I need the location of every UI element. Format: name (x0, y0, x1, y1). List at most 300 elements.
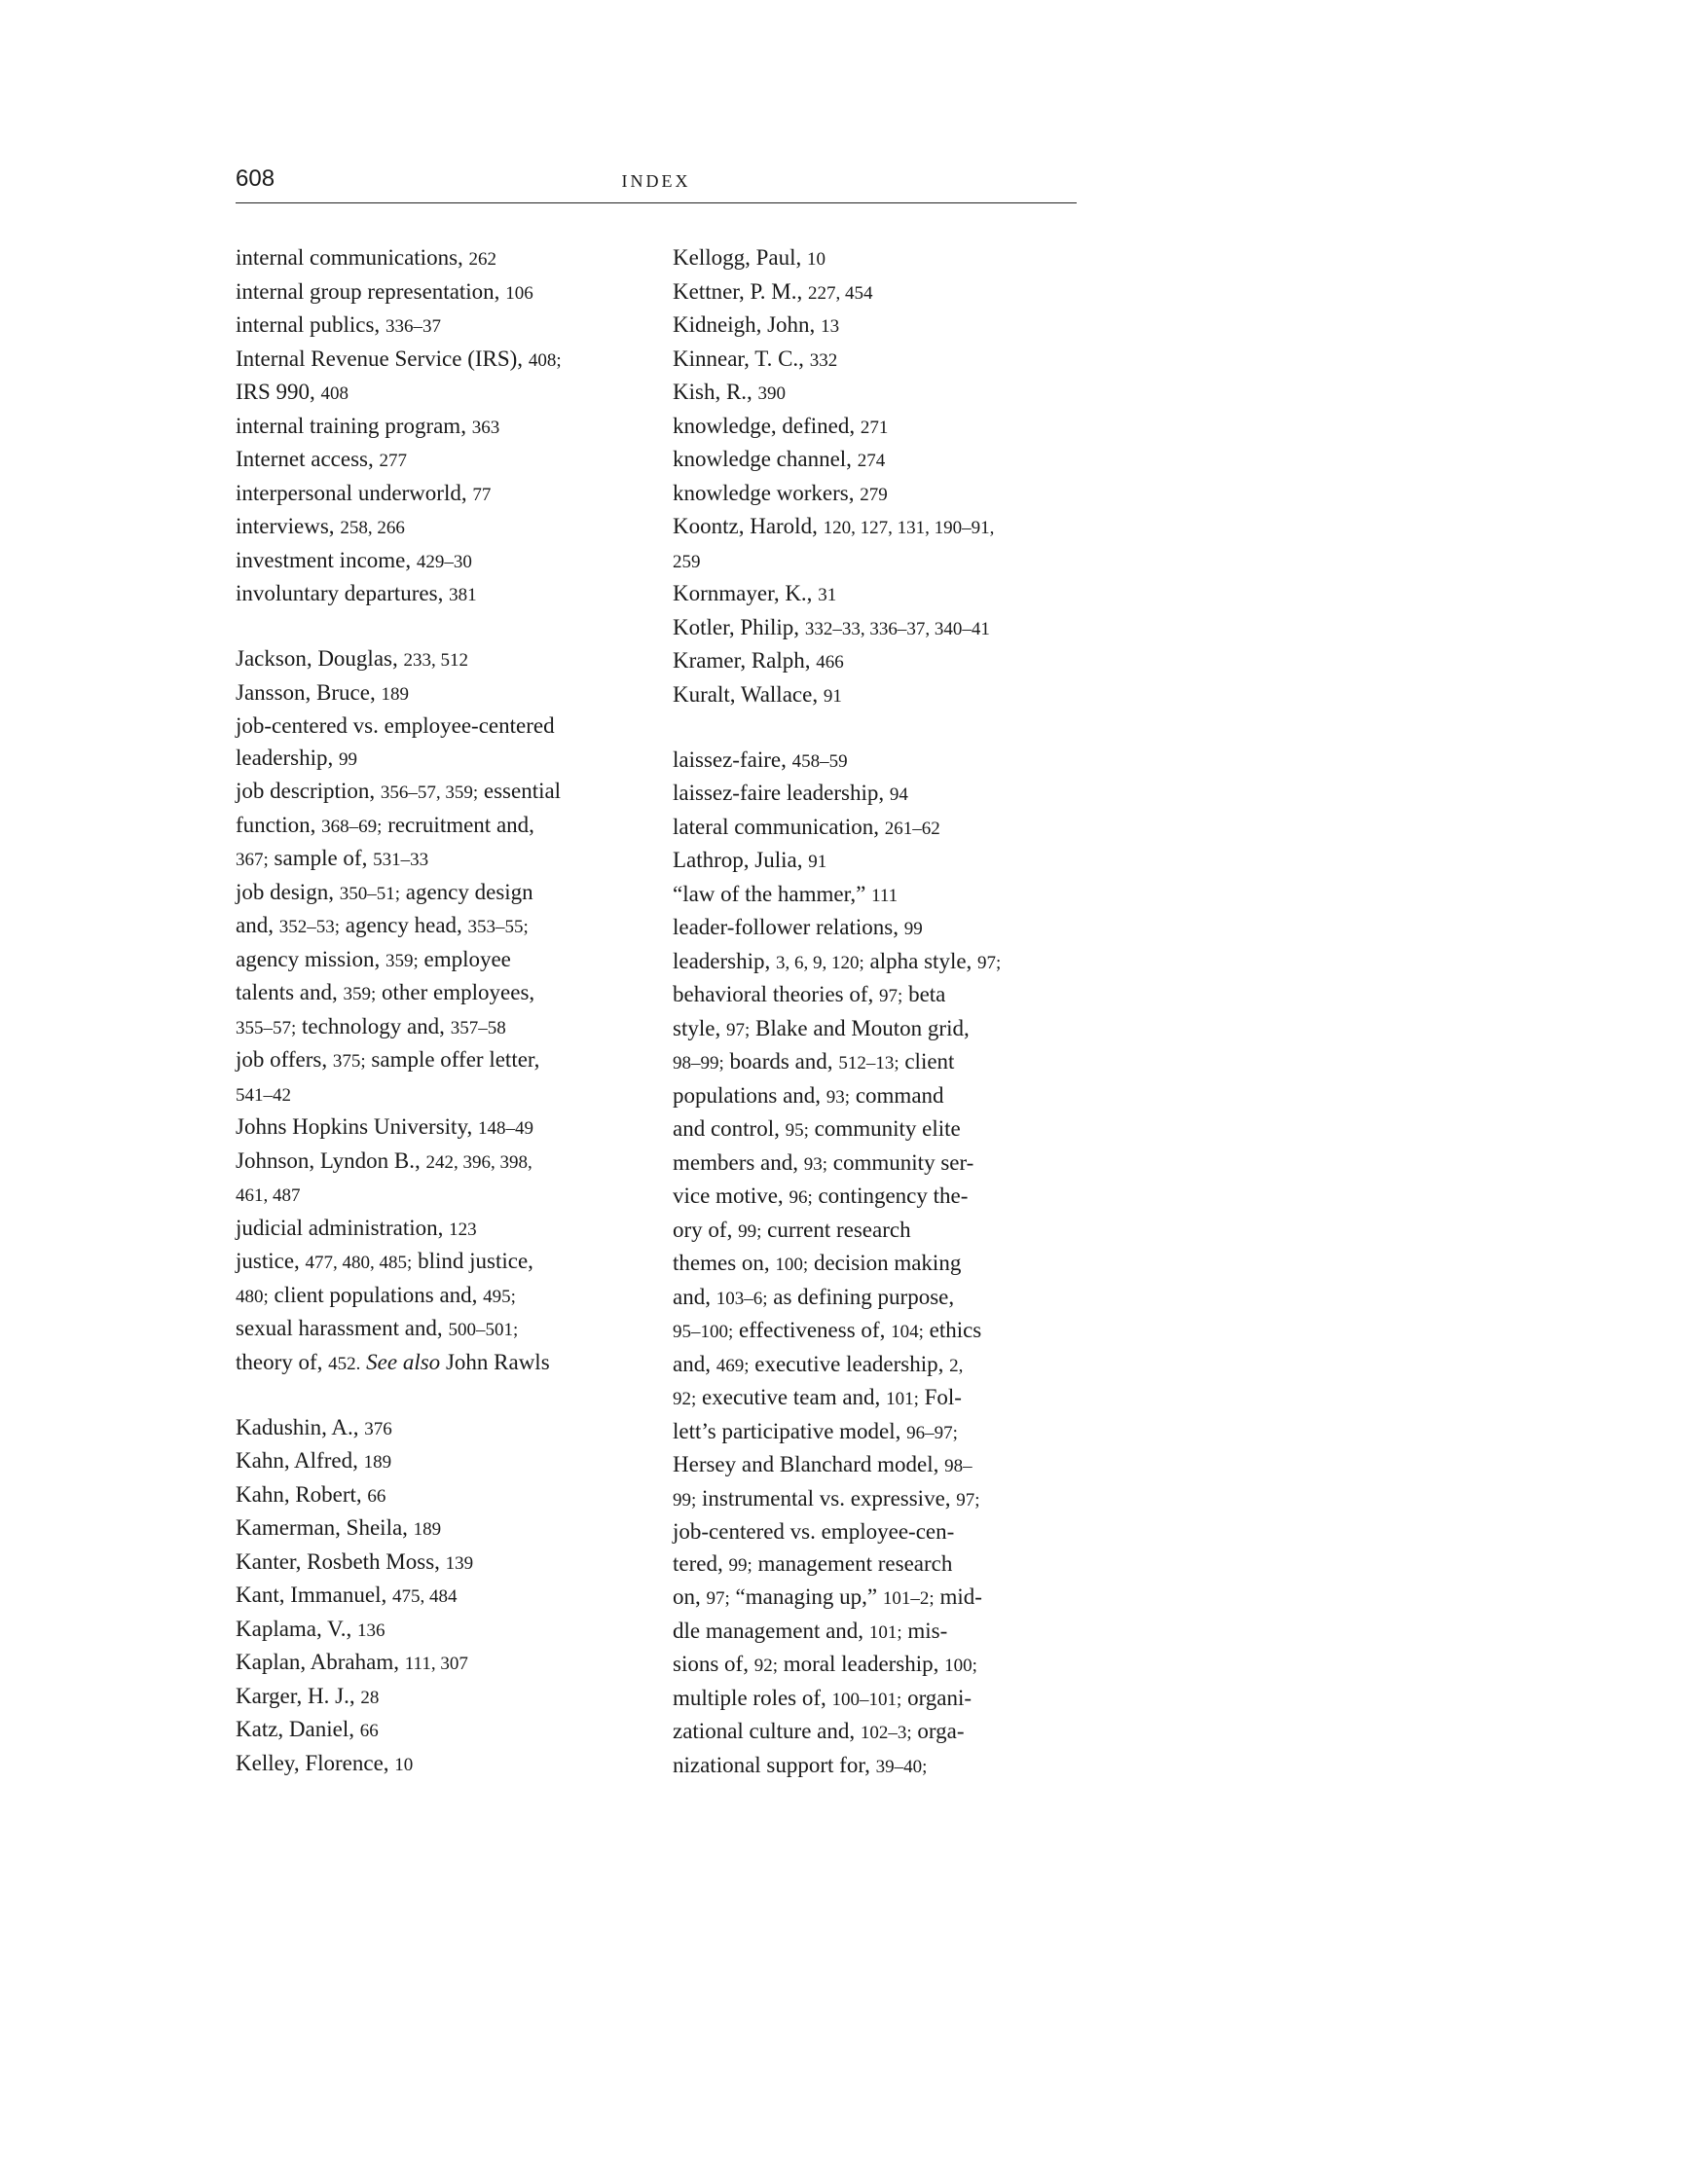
page-refs: 355–57; (236, 1017, 297, 1038)
index-subentry-line (673, 1349, 1101, 1383)
index-entry (236, 677, 664, 711)
page-refs: 541–42 (236, 1084, 291, 1106)
index-entry (236, 478, 664, 512)
index-entry (236, 1111, 664, 1146)
index-entry (236, 1748, 664, 1782)
entry-text: dle management and, (673, 1618, 869, 1643)
page-refs: 100; (775, 1255, 809, 1275)
page-refs: 95–100; (673, 1322, 734, 1342)
page-refs: 2, (949, 1355, 964, 1376)
page-refs: 97; (879, 986, 903, 1006)
page-refs: 102–3; (860, 1723, 912, 1743)
index-subentry-line (673, 1080, 1101, 1114)
page-refs: 363 (471, 417, 500, 438)
page-refs: 261–62 (884, 818, 940, 839)
page-refs: 477, 480, 485; (305, 1253, 413, 1273)
index-subentry-line (673, 1147, 1101, 1182)
entry-term: internal publics, (236, 312, 385, 337)
entry-text: orga- (911, 1719, 965, 1743)
page-refs: 356–57, 359; (380, 783, 479, 803)
entry-term: laissez-faire, (673, 746, 792, 772)
page-refs: 495; (483, 1286, 516, 1307)
entry-text: effectiveness of, (733, 1318, 892, 1342)
page-refs: 28 (360, 1687, 380, 1708)
page-refs: 258, 266 (340, 518, 405, 538)
index-entry (673, 679, 1101, 713)
entry-term: investment income, (236, 547, 417, 572)
page-refs: 97; (956, 1489, 980, 1511)
index-subentry-line (673, 1113, 1101, 1147)
page-refs: 97; (977, 952, 1002, 973)
index-subentry-line (236, 1313, 664, 1347)
entry-text: populations and, (673, 1082, 826, 1108)
index-subentry-line (673, 1215, 1101, 1249)
entry-text: command (850, 1082, 944, 1108)
index-entry (236, 643, 664, 677)
page-refs: 332 (809, 349, 838, 371)
index-subentry-line (673, 1013, 1101, 1047)
page-refs: 390 (757, 383, 787, 404)
page-refs: 91 (823, 685, 842, 707)
entry-term: job-centered vs. employee-centered (236, 713, 555, 738)
entry-term: job description, (236, 779, 381, 803)
entry-text: and, (673, 1284, 716, 1309)
page-refs: 93; (803, 1153, 828, 1175)
page-refs: 357–58 (450, 1017, 506, 1038)
letter-group-spacer (236, 612, 664, 644)
entry-text: IRS 990, (236, 380, 321, 404)
entry-term: “law of the hammer,” (673, 881, 872, 906)
page-refs: 242, 396, 398, (425, 1151, 532, 1173)
entry-text: ethics (923, 1318, 982, 1342)
entry-term: knowledge channel, (673, 447, 858, 471)
page-refs: 279 (860, 484, 888, 505)
index-subentry-line (236, 377, 664, 411)
index-subentry-line (673, 1382, 1101, 1416)
entry-term: Kahn, Robert, (236, 1481, 368, 1507)
entry-text: mid- (934, 1584, 982, 1609)
index-subentry-line (673, 1516, 1101, 1548)
index-subentry-line (236, 810, 664, 844)
page-refs: 94 (889, 784, 908, 805)
index-entry (673, 645, 1101, 679)
index-entry (236, 242, 664, 276)
page-refs: 136 (357, 1620, 385, 1641)
page-refs: 120, 127, 131, 190–91, (823, 518, 995, 538)
entry-text: tered, (673, 1550, 729, 1576)
page-refs: 98–99; (673, 1053, 724, 1074)
entry-term: Kinnear, T. C., (673, 346, 810, 371)
index-entry (236, 1512, 664, 1547)
entry-text: community elite (808, 1116, 961, 1141)
page-refs: 359; (385, 950, 419, 971)
page-refs: 458–59 (791, 750, 848, 772)
page-refs: 10 (394, 1754, 414, 1775)
page-refs: 95; (785, 1120, 809, 1141)
entry-term: Kaplan, Abraham, (236, 1650, 405, 1674)
entry-term: Kaplama, V., (236, 1616, 357, 1641)
page-refs: 376 (364, 1418, 392, 1439)
entry-text: employee (418, 946, 511, 971)
index-entry (673, 309, 1101, 344)
page-refs: 99; (728, 1554, 752, 1576)
page-refs: 111, 307 (404, 1654, 468, 1674)
entry-term: Kornmayer, K., (673, 581, 819, 605)
entry-text: vice motive, (673, 1183, 789, 1208)
entry-term: involuntary departures, (236, 581, 450, 605)
page-refs: 480; (236, 1286, 269, 1307)
page-refs: 277 (379, 451, 408, 471)
page-refs: 461, 487 (236, 1185, 301, 1206)
index-entry (236, 1547, 664, 1581)
index-subentry-line (673, 1315, 1101, 1349)
entry-text: client populations and, (268, 1282, 484, 1307)
page-refs: 466 (816, 652, 844, 673)
page-refs: 66 (359, 1721, 379, 1741)
index-entry (236, 578, 664, 612)
entry-text: sions of, (673, 1652, 754, 1676)
index-entry (673, 444, 1101, 478)
page-refs: 475, 484 (391, 1586, 458, 1607)
page-refs: 262 (468, 249, 497, 270)
index-subentry-line (673, 1449, 1101, 1483)
letter-group-spacer (236, 1380, 664, 1412)
page-refs: 103–6; (716, 1288, 768, 1309)
page-refs: 429–30 (416, 551, 472, 572)
entry-text: Blake and Mouton grid, (750, 1015, 970, 1040)
page-refs: 148–49 (477, 1118, 533, 1139)
index-entry (673, 879, 1101, 913)
entry-term: leader-follower relations, (673, 915, 904, 939)
index-entry (673, 912, 1101, 946)
entry-text: theory of, (236, 1349, 329, 1374)
entry-text: executive leadership, (749, 1351, 950, 1376)
entry-term: Kuralt, Wallace, (673, 681, 824, 707)
entry-text: function, (236, 812, 322, 837)
entry-term: job design, (236, 879, 340, 904)
index-entry (236, 1714, 664, 1748)
entry-term: Kamerman, Sheila, (236, 1515, 414, 1540)
entry-text: organi- (901, 1685, 972, 1710)
entry-text: mis- (901, 1618, 948, 1643)
index-entry (236, 1479, 664, 1513)
index-entry (673, 745, 1101, 779)
page-number: 608 (236, 165, 275, 192)
entry-text: technology and, (296, 1013, 451, 1038)
entry-text: agency head, (340, 913, 468, 937)
page-refs: 106 (505, 282, 533, 304)
index-entry (236, 444, 664, 478)
page-refs: 189 (363, 1452, 392, 1473)
index-subentry-line (236, 743, 664, 777)
running-head: INDEX (621, 171, 691, 191)
entry-text: on, (673, 1584, 707, 1609)
entry-term: lateral communication, (673, 814, 885, 839)
entry-text: members and, (673, 1149, 804, 1175)
entry-text: and control, (673, 1116, 786, 1141)
page-refs: 274 (857, 451, 886, 471)
entry-text: Fol- (918, 1385, 962, 1409)
page-refs: 97; (725, 1019, 751, 1040)
entry-text: agency design (399, 879, 533, 904)
entry-text: contingency the- (812, 1183, 969, 1208)
letter-group-spacer (673, 712, 1101, 745)
index-subentry-line (236, 1280, 664, 1314)
index-subentry-line (236, 1179, 664, 1213)
index-subentry-line (673, 979, 1101, 1013)
page-refs: 500–501; (448, 1320, 519, 1340)
index-entry (236, 1445, 664, 1479)
index-entry (236, 1412, 664, 1446)
index-subentry-line (673, 1181, 1101, 1215)
page-refs: 92; (753, 1656, 778, 1676)
entry-term: leadership, (673, 948, 777, 973)
index-subentry-line (673, 1548, 1101, 1583)
page-refs: 77 (472, 484, 492, 505)
index-subentry-line (673, 1750, 1101, 1784)
page-refs: 452. (328, 1353, 361, 1374)
index-entry (236, 1213, 664, 1247)
page-refs: 91 (808, 852, 827, 872)
entry-text: current research (761, 1217, 911, 1242)
entry-term: interpersonal underworld, (236, 480, 473, 505)
page-refs: 3, 6, 9, 120; (776, 952, 864, 973)
page-refs: 408 (320, 383, 349, 404)
entry-term: Katz, Daniel, (236, 1717, 360, 1741)
entry-text: agency mission, (236, 946, 385, 971)
see-also-label: See also (360, 1349, 441, 1374)
entry-term: Johns Hopkins University, (236, 1114, 478, 1139)
index-subentry-line (236, 910, 664, 944)
entry-text: beta (902, 982, 946, 1006)
entry-term: knowledge, defined, (673, 413, 861, 438)
page-refs: 66 (367, 1485, 386, 1507)
page-refs: 233, 512 (403, 650, 468, 671)
index-entry (236, 1044, 664, 1078)
entry-text: as defining purpose, (767, 1284, 955, 1309)
entry-term: Kotler, Philip, (673, 614, 805, 639)
page-refs: 100–101; (831, 1689, 902, 1710)
index-entry (236, 1246, 664, 1280)
index-column-right (673, 242, 1101, 1783)
entry-text: sample offer letter, (365, 1047, 540, 1072)
page-refs: 104; (891, 1322, 924, 1342)
index-entry (673, 242, 1101, 276)
entry-text: job-centered vs. employee-cen- (673, 1519, 955, 1544)
entry-term: Internal Revenue Service (IRS), (236, 346, 529, 371)
index-entry (236, 776, 664, 810)
index-entry (673, 946, 1101, 980)
index-subentry-line (673, 1248, 1101, 1282)
index-entry (236, 344, 664, 378)
entry-term: judicial administration, (236, 1215, 450, 1240)
index-entry (236, 1681, 664, 1715)
index-entry (673, 411, 1101, 445)
page-refs: 381 (449, 585, 477, 605)
page-refs: 13 (821, 316, 840, 337)
page-refs: 227, 454 (808, 282, 873, 304)
page-refs: 408; (528, 349, 562, 371)
entry-term: internal group representation, (236, 278, 506, 304)
entry-term: Kanter, Rosbeth Moss, (236, 1548, 446, 1574)
entry-term: Internet access, (236, 447, 380, 471)
entry-text: behavioral theories of, (673, 982, 880, 1006)
index-subentry-line (673, 1416, 1101, 1450)
entry-text: management research (752, 1550, 953, 1576)
index-subentry-line (236, 1347, 664, 1381)
entry-text: sample of, (268, 846, 374, 870)
entry-text: themes on, (673, 1251, 776, 1275)
index-entry (236, 1580, 664, 1614)
entry-text: essential (478, 779, 562, 803)
entry-term: Jansson, Bruce, (236, 679, 382, 705)
page-refs: 352–53; (278, 917, 340, 937)
entry-term: Koontz, Harold, (673, 514, 824, 538)
page-refs: 39–40; (875, 1756, 928, 1777)
entry-term: laissez-faire leadership, (673, 781, 890, 805)
page-refs: 99 (903, 919, 923, 939)
index-entry (236, 309, 664, 344)
entry-text: nizational support for, (673, 1752, 876, 1777)
page-refs: 271 (860, 417, 889, 438)
page-refs: 96; (789, 1187, 813, 1208)
page-refs: 512–13; (838, 1053, 899, 1074)
index-entry (236, 1146, 664, 1180)
page-refs: 98– (944, 1456, 972, 1476)
entry-term: Johnson, Lyndon B., (236, 1147, 426, 1173)
page-refs: 123 (449, 1219, 477, 1240)
page-refs: 367; (236, 850, 269, 870)
index-entry (673, 778, 1101, 812)
page-refs: 531–33 (373, 850, 429, 870)
entry-term: Kant, Immanuel, (236, 1583, 392, 1607)
entry-text: decision making (808, 1251, 962, 1275)
page-refs: 97; (706, 1588, 730, 1609)
index-entry (673, 478, 1101, 512)
index-entry (673, 578, 1101, 612)
page-refs: 259 (673, 551, 701, 572)
entry-text: moral leadership, (777, 1652, 945, 1676)
page-refs: 336–37 (385, 316, 441, 337)
entry-text: and, (236, 913, 279, 937)
page-refs: 111 (871, 885, 899, 906)
entry-text: John Rawls (440, 1349, 550, 1374)
entry-text: sexual harassment and, (236, 1316, 449, 1340)
page-refs: 189 (413, 1519, 442, 1540)
index-entry (673, 612, 1101, 646)
index-subentry-line (673, 1582, 1101, 1616)
page-refs: 96–97; (906, 1422, 958, 1443)
page-refs: 359; (343, 984, 377, 1004)
entry-term: justice, (236, 1249, 306, 1273)
entry-term: job offers, (236, 1047, 333, 1072)
page-refs: 353–55; (467, 917, 529, 937)
entry-term: Kadushin, A., (236, 1414, 365, 1439)
index-subentry-line (236, 1078, 664, 1112)
entry-text: client (899, 1049, 955, 1074)
entry-term: Kettner, P. M., (673, 278, 808, 304)
page-refs: 92; (673, 1389, 697, 1409)
entry-text: instrumental vs. expressive, (696, 1485, 957, 1511)
index-entry (236, 1647, 664, 1681)
index-subentry-line (673, 1716, 1101, 1750)
page-refs: 332–33, 336–37, 340–41 (804, 618, 990, 639)
entry-term: Karger, H. J., (236, 1683, 361, 1708)
index-entry (236, 877, 664, 911)
index-entry (236, 276, 664, 310)
index-entry (236, 411, 664, 445)
index-entry (673, 276, 1101, 310)
index-entry (673, 344, 1101, 378)
entry-text: blind justice, (412, 1249, 533, 1273)
index-subentry-line (236, 944, 664, 978)
index-subentry-line (673, 1483, 1101, 1517)
index-entry (673, 812, 1101, 846)
page-refs: 368–69; (321, 816, 383, 837)
page-refs: 101; (868, 1621, 902, 1643)
page-refs: 31 (818, 585, 837, 605)
index-entry (236, 1614, 664, 1648)
entry-text: executive team and, (696, 1385, 887, 1409)
entry-term: Jackson, Douglas, (236, 646, 404, 671)
entry-text: multiple roles of, (673, 1685, 832, 1710)
index-subentry-line (236, 843, 664, 877)
page-refs: 139 (445, 1552, 474, 1574)
index-subentry-line (673, 1046, 1101, 1080)
index-subentry-line (673, 545, 1101, 579)
entry-text: community ser- (827, 1149, 974, 1175)
index-entry (236, 545, 664, 579)
page-refs: 10 (807, 249, 826, 270)
index-subentry-line (673, 1616, 1101, 1650)
entry-text: ory of, (673, 1217, 739, 1242)
entry-text: and, (673, 1351, 716, 1376)
page-refs: 99 (339, 748, 358, 770)
entry-text: Hersey and Blanchard model, (673, 1452, 945, 1476)
page-refs: 189 (381, 683, 409, 705)
entry-term: Kish, R., (673, 380, 758, 404)
entry-term: Kidneigh, John, (673, 312, 822, 337)
page-header (236, 164, 1077, 203)
entry-term: Kramer, Ralph, (673, 648, 817, 673)
entry-text: other employees, (376, 980, 535, 1004)
entry-term: interviews, (236, 514, 341, 538)
index-subentry-line (236, 977, 664, 1011)
page-refs: 99; (673, 1489, 697, 1511)
index-subentry-line (236, 1011, 664, 1045)
index-subentry-line (673, 1649, 1101, 1683)
entry-text: recruitment and, (382, 812, 534, 837)
entry-text: alpha style, (863, 948, 978, 973)
index-column-left (236, 242, 664, 1781)
entry-text: lett’s participative model, (673, 1418, 907, 1443)
page-refs: 375; (332, 1051, 366, 1072)
index-entry (673, 377, 1101, 411)
index-entry (673, 511, 1101, 545)
page-refs: 93; (826, 1086, 851, 1108)
page-refs: 469; (716, 1355, 750, 1376)
entry-text: “managing up,” (729, 1584, 883, 1609)
entry-term: internal training program, (236, 413, 472, 438)
entry-term: Kelley, Florence, (236, 1750, 395, 1775)
entry-term: knowledge workers, (673, 480, 861, 505)
page-refs: 101–2; (882, 1588, 935, 1609)
page-refs: 101; (886, 1389, 919, 1409)
entry-term: Lathrop, Julia, (673, 848, 809, 872)
entry-text: leadership, (236, 745, 340, 770)
entry-text: style, (673, 1015, 726, 1040)
entry-text: zational culture and, (673, 1719, 861, 1743)
